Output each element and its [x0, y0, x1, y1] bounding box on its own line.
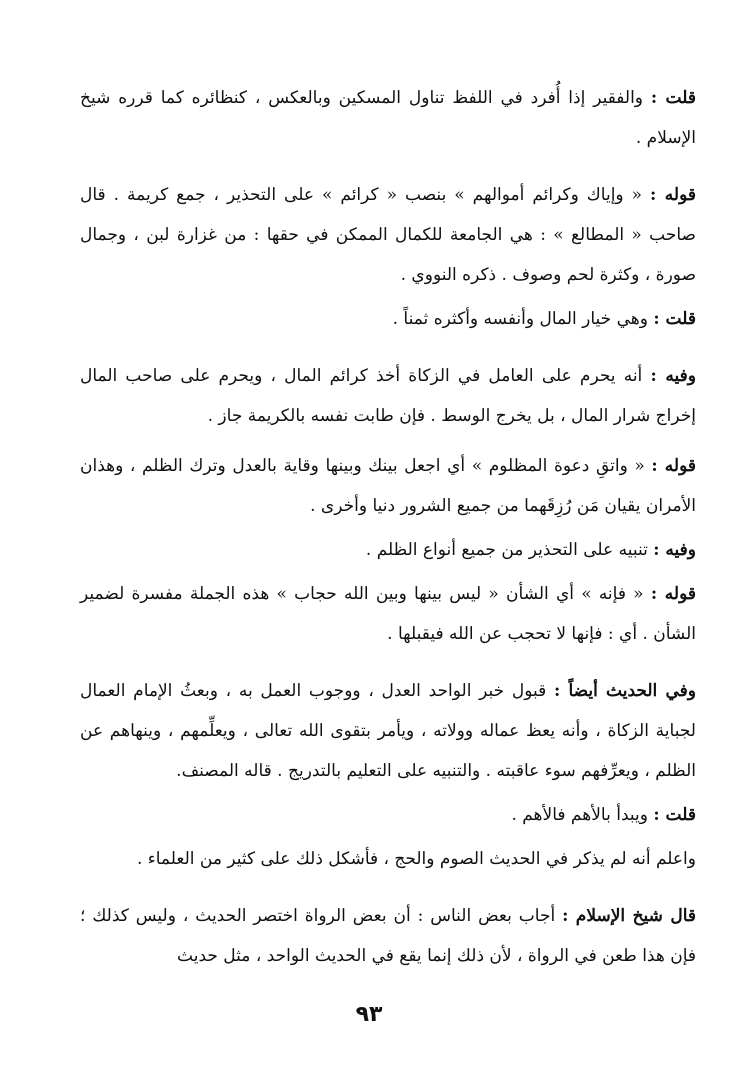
paragraph-lead: وفيه :	[650, 366, 696, 386]
paragraph-8	[80, 671, 696, 791]
paragraph-1	[80, 78, 696, 158]
paragraph-text: تنبيه على التحذير من جميع أنواع الظلم .	[365, 540, 648, 560]
paragraph-text: قبول خبر الواحد العدل ، ووجوب العمل به ، وبعثُ الإمام العمال لجباية الزكاة ، وأنه يعظ عماله وولاته ، ويأمر بتقوى الله تعالى ، ويعلِّمهم ، وينهاهم عن الظلم ، ويعرِّفهم سوء عاقبته . والتنبيه على التعليم بالتدريج . قاله المصنف.	[80, 681, 696, 781]
paragraph-lead: وفيه :	[653, 540, 696, 560]
paragraph-3	[80, 299, 696, 339]
paragraph-text: والفقير إذا أُفرد في اللفظ تناول المسكين وبالعكس ، كنظائره كما قرره شيخ الإسلام .	[80, 88, 696, 148]
page-number: ٩٣	[355, 1002, 383, 1027]
paragraph-11	[80, 896, 696, 976]
paragraph-text: « فإنه » أي الشأن « ليس بينها وبين الله حجاب » هذه الجملة مفسرة لضمير الشأن . أي : فإنها لا تحجب عن الله فيقبلها .	[80, 584, 696, 644]
paragraph-7	[80, 574, 696, 654]
paragraph-text: وهي خيار المال وأنفسه وأكثره ثمناً .	[392, 309, 648, 329]
paragraph-4	[80, 356, 696, 436]
paragraph-5	[80, 446, 696, 526]
paragraph-text: ويبدأ بالأهم فالأهم .	[511, 805, 648, 825]
paragraph-text: واعلم أنه لم يذكر في الحديث الصوم والحج ، فأشكل ذلك على كثير من العلماء .	[136, 849, 696, 869]
paragraph-text: أنه يحرم على العامل في الزكاة أخذ كرائم المال ، ويحرم على صاحب المال إخراج شرار المال ، بل يخرج الوسط . فإن طابت نفسه بالكريمة جاز .	[80, 366, 696, 426]
paragraph-lead: قوله :	[650, 185, 696, 205]
paragraph-lead: قال شيخ الإسلام :	[562, 906, 696, 926]
page-body	[80, 78, 696, 976]
paragraph-lead: قلت :	[653, 309, 696, 329]
paragraph-lead: وفي الحديث أيضاً :	[553, 681, 697, 701]
paragraph-text: « وإياك وكرائم أموالهم » بنصب « كرائم » على التحذير ، جمع كريمة . قال صاحب « المطالع » : هي الجامعة للكمال الممكن في حقها : من غزارة لبن ، وجمال صورة ، وكثرة لحم وصوف . ذكره النووي .	[80, 185, 696, 285]
paragraph-lead: قلت :	[653, 805, 696, 825]
paragraph-lead: قلت :	[650, 88, 696, 108]
paragraph-text: « واتقِ دعوة المظلوم » أي اجعل بينك وبينها وقاية بالعدل وترك الظلم ، وهذان الأمران يقيان مَن رُزِقَهما من جميع الشرور دنيا وأخرى .	[80, 456, 696, 516]
paragraph-lead: قوله :	[651, 456, 696, 476]
paragraph-lead: قوله :	[650, 584, 697, 604]
paragraph-6	[80, 530, 696, 570]
paragraph-10	[80, 839, 696, 879]
paragraph-9	[80, 795, 696, 835]
paragraph-text: أجاب بعض الناس : أن بعض الرواة اختصر الحديث ، وليس كذلك ؛ فإن هذا طعن في الرواة ، لأن ذلك إنما يقع في الحديث الواحد ، مثل حديث	[80, 906, 696, 966]
paragraph-2	[80, 175, 696, 295]
